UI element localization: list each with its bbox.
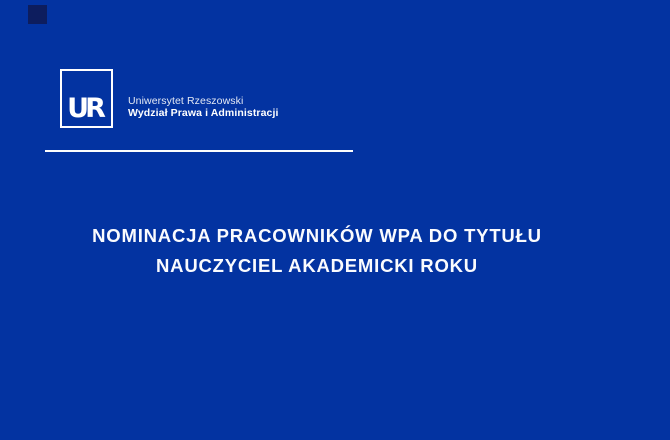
ur-logo: UR [67, 93, 102, 124]
institution-line-university: Uniwersytet Rzeszowski [128, 95, 244, 107]
slide-title-line-2: NAUCZYCIEL AKADEMICKI ROKU [156, 255, 478, 276]
institution-line-faculty: Wydział Prawa i Administracji [128, 106, 279, 119]
horizontal-divider [45, 150, 353, 152]
accent-square [28, 5, 47, 24]
institution-name [128, 96, 279, 119]
slide-title [0, 221, 634, 281]
slide-title-line-1: NOMINACJA PRACOWNIKÓW WPA DO TYTUŁU [92, 225, 542, 246]
university-logo-box [60, 69, 113, 128]
